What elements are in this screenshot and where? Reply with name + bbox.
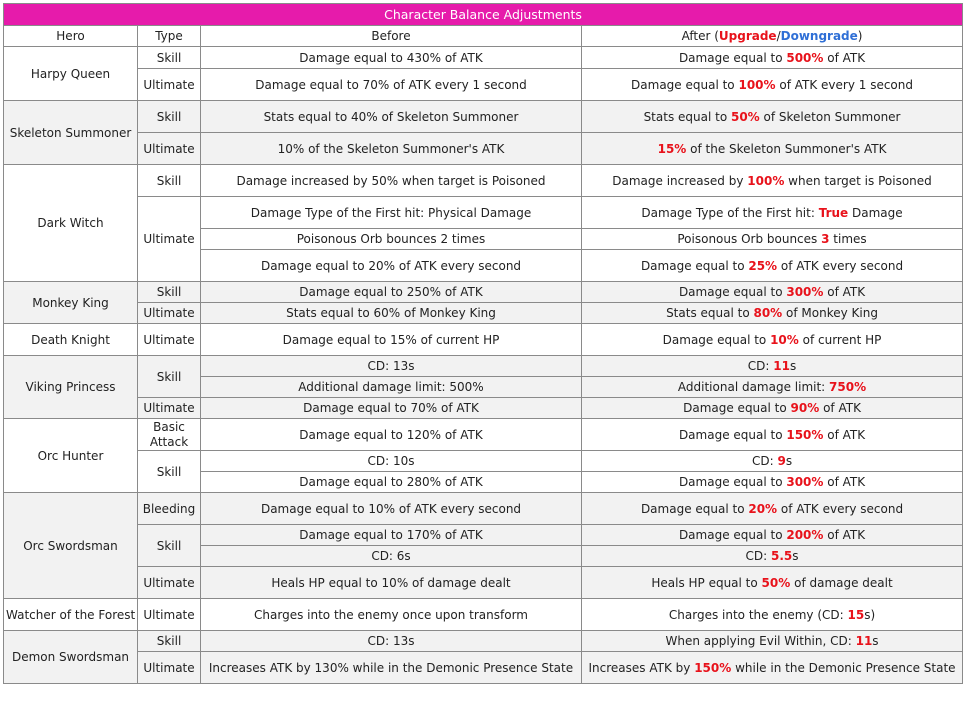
after-cell: Damage equal to 200% of ATK bbox=[582, 525, 963, 546]
table-row bbox=[4, 133, 963, 165]
after-cell: Damage equal to 100% of ATK every 1 second bbox=[582, 69, 963, 101]
table-row bbox=[4, 567, 963, 599]
type-cell: Skill bbox=[138, 47, 201, 69]
before-cell: CD: 6s bbox=[201, 546, 582, 567]
after-cell: Damage equal to 10% of current HP bbox=[582, 324, 963, 356]
type-cell: Skill bbox=[138, 101, 201, 133]
type-cell: Skill bbox=[138, 525, 201, 567]
upgrade-legend: Upgrade bbox=[718, 29, 777, 43]
hero-name: Harpy Queen bbox=[4, 47, 138, 101]
table-row bbox=[4, 631, 963, 652]
header-before: Before bbox=[201, 26, 582, 47]
after-cell: Poisonous Orb bounces 3 times bbox=[582, 229, 963, 250]
table-row bbox=[4, 398, 963, 419]
before-cell: Damage equal to 70% of ATK every 1 second bbox=[201, 69, 582, 101]
hero-name: Death Knight bbox=[4, 324, 138, 356]
after-cell: Damage equal to 20% of ATK every second bbox=[582, 493, 963, 525]
header-hero: Hero bbox=[4, 26, 138, 47]
table-row bbox=[4, 599, 963, 631]
type-cell: Bleeding bbox=[138, 493, 201, 525]
before-cell: Damage equal to 280% of ATK bbox=[201, 472, 582, 493]
after-cell: Damage equal to 150% of ATK bbox=[582, 419, 963, 451]
after-cell: When applying Evil Within, CD: 11s bbox=[582, 631, 963, 652]
balance-table bbox=[3, 3, 963, 684]
table-row bbox=[4, 652, 963, 684]
after-cell: Damage equal to 25% of ATK every second bbox=[582, 250, 963, 282]
table-row bbox=[4, 303, 963, 324]
hero-name: Dark Witch bbox=[4, 165, 138, 282]
type-cell: Ultimate bbox=[138, 197, 201, 282]
table-row bbox=[4, 282, 963, 303]
after-cell: Damage increased by 100% when target is Poisoned bbox=[582, 165, 963, 197]
after-cell: CD: 5.5s bbox=[582, 546, 963, 567]
before-cell: Damage equal to 170% of ATK bbox=[201, 525, 582, 546]
type-cell: Skill bbox=[138, 451, 201, 493]
after-cell: Damage equal to 90% of ATK bbox=[582, 398, 963, 419]
after-cell: Damage equal to 300% of ATK bbox=[582, 472, 963, 493]
table-row bbox=[4, 101, 963, 133]
header-type: Type bbox=[138, 26, 201, 47]
table-row bbox=[4, 324, 963, 356]
type-cell: Skill bbox=[138, 165, 201, 197]
table-row bbox=[4, 47, 963, 69]
hero-name: Orc Hunter bbox=[4, 419, 138, 493]
before-cell: Damage Type of the First hit: Physical Damage bbox=[201, 197, 582, 229]
hero-name: Viking Princess bbox=[4, 356, 138, 419]
table-row bbox=[4, 197, 963, 229]
hero-name: Monkey King bbox=[4, 282, 138, 324]
before-cell: Damage equal to 430% of ATK bbox=[201, 47, 582, 69]
after-cell: Additional damage limit: 750% bbox=[582, 377, 963, 398]
type-cell: Ultimate bbox=[138, 303, 201, 324]
type-cell: Basic Attack bbox=[138, 419, 201, 451]
before-cell: Damage equal to 20% of ATK every second bbox=[201, 250, 582, 282]
before-cell: Damage equal to 70% of ATK bbox=[201, 398, 582, 419]
before-cell: Charges into the enemy once upon transform bbox=[201, 599, 582, 631]
table-row bbox=[4, 69, 963, 101]
type-cell: Skill bbox=[138, 356, 201, 398]
before-cell: Stats equal to 60% of Monkey King bbox=[201, 303, 582, 324]
hero-name: Orc Swordsman bbox=[4, 493, 138, 599]
before-cell: Increases ATK by 130% while in the Demonic Presence State bbox=[201, 652, 582, 684]
type-cell: Skill bbox=[138, 282, 201, 303]
type-cell: Ultimate bbox=[138, 567, 201, 599]
type-cell: Ultimate bbox=[138, 69, 201, 101]
before-cell: Damage equal to 120% of ATK bbox=[201, 419, 582, 451]
hero-name: Skeleton Summoner bbox=[4, 101, 138, 165]
table-row bbox=[4, 165, 963, 197]
after-cell: CD: 11s bbox=[582, 356, 963, 377]
type-cell: Ultimate bbox=[138, 133, 201, 165]
after-cell: Charges into the enemy (CD: 15s) bbox=[582, 599, 963, 631]
hero-name: Demon Swordsman bbox=[4, 631, 138, 684]
before-cell: Damage increased by 50% when target is Poisoned bbox=[201, 165, 582, 197]
after-cell: Stats equal to 80% of Monkey King bbox=[582, 303, 963, 324]
after-cell: Damage equal to 500% of ATK bbox=[582, 47, 963, 69]
type-cell: Ultimate bbox=[138, 599, 201, 631]
before-cell: Heals HP equal to 10% of damage dealt bbox=[201, 567, 582, 599]
hero-name: Watcher of the Forest bbox=[4, 599, 138, 631]
before-cell: CD: 10s bbox=[201, 451, 582, 472]
type-cell: Skill bbox=[138, 631, 201, 652]
type-cell: Ultimate bbox=[138, 324, 201, 356]
after-cell: Damage equal to 300% of ATK bbox=[582, 282, 963, 303]
after-cell: Stats equal to 50% of Skeleton Summoner bbox=[582, 101, 963, 133]
table-row bbox=[4, 451, 963, 472]
table-row bbox=[4, 356, 963, 377]
table-title: Character Balance Adjustments bbox=[4, 4, 963, 26]
before-cell: CD: 13s bbox=[201, 356, 582, 377]
table-row bbox=[4, 525, 963, 546]
before-cell: Damage equal to 10% of ATK every second bbox=[201, 493, 582, 525]
type-cell: Ultimate bbox=[138, 398, 201, 419]
after-cell: 15% of the Skeleton Summoner's ATK bbox=[582, 133, 963, 165]
after-cell: Heals HP equal to 50% of damage dealt bbox=[582, 567, 963, 599]
type-cell: Ultimate bbox=[138, 652, 201, 684]
before-cell: CD: 13s bbox=[201, 631, 582, 652]
before-cell: Stats equal to 40% of Skeleton Summoner bbox=[201, 101, 582, 133]
header-after: After (Upgrade/Downgrade) bbox=[582, 26, 963, 47]
before-cell: 10% of the Skeleton Summoner's ATK bbox=[201, 133, 582, 165]
table-row bbox=[4, 493, 963, 525]
after-cell: CD: 9s bbox=[582, 451, 963, 472]
before-cell: Additional damage limit: 500% bbox=[201, 377, 582, 398]
after-cell: Damage Type of the First hit: True Damage bbox=[582, 197, 963, 229]
downgrade-legend: Downgrade bbox=[780, 29, 858, 43]
before-cell: Damage equal to 250% of ATK bbox=[201, 282, 582, 303]
before-cell: Poisonous Orb bounces 2 times bbox=[201, 229, 582, 250]
after-cell: Increases ATK by 150% while in the Demonic Presence State bbox=[582, 652, 963, 684]
before-cell: Damage equal to 15% of current HP bbox=[201, 324, 582, 356]
table-row bbox=[4, 419, 963, 451]
